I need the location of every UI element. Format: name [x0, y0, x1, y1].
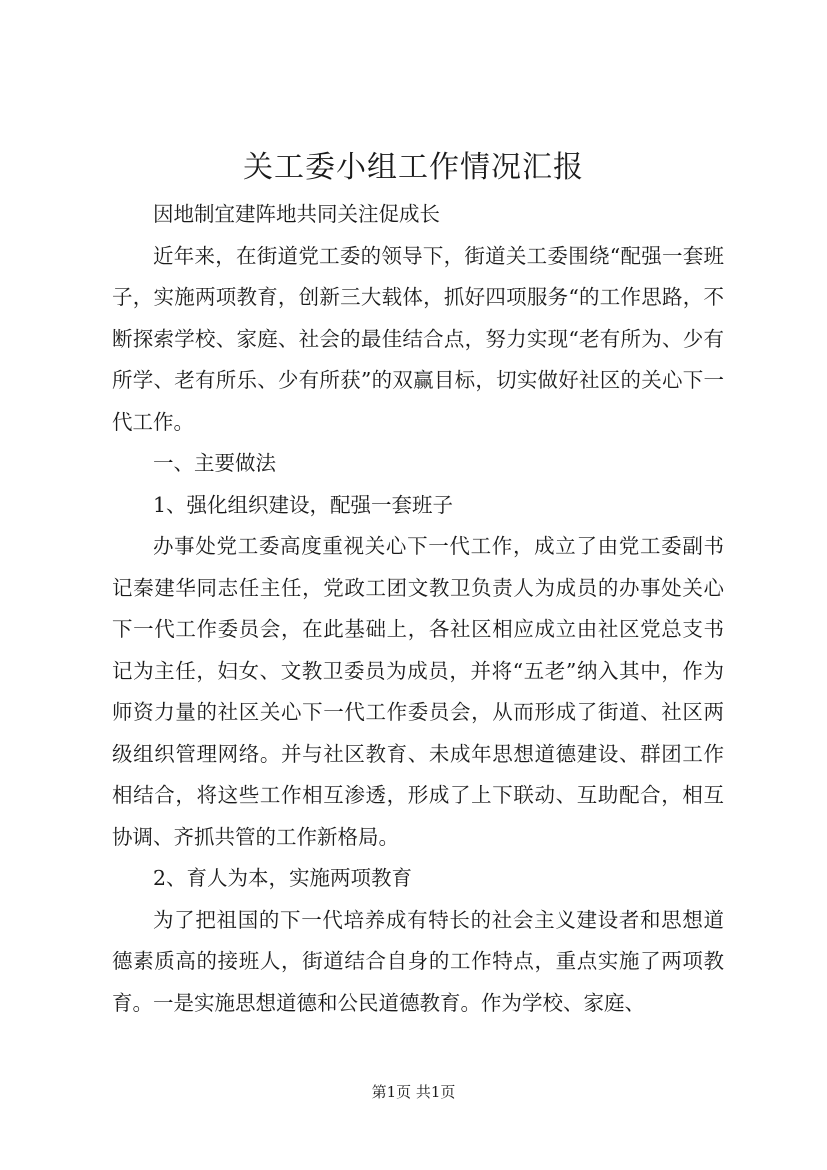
body-paragraph-2: 为了把祖国的下一代培养成有特长的社会主义建设者和思想道德素质高的接班人，街道结合自身的工作特点，重点实施了两项教育。一是实施思想道德和公民道德教育。作为学校、家庭、	[112, 907, 724, 1015]
subtitle-paragraph: 因地制宜建阵地共同关注促成长	[153, 202, 440, 226]
subsection-heading-2: 2、育人为本，实施两项教育	[153, 866, 413, 890]
document-body	[112, 194, 724, 1024]
body-paragraph-1: 办事处党工委高度重视关心下一代工作，成立了由党工委副书记秦建华同志任主任，党政工团文教卫负责人为成员的办事处关心下一代工作委员会，在此基础上，各社区相应成立由社区党总支书记为主任，妇女、文教卫委员为成员，并将“五老”纳入其中，作为师资力量的社区关心下一代工作委员会，从而形成了街道、社区两级组织管理网络。并与社区教育、未成年思想道德建设、群团工作相结合，将这些工作相互渗透，形成了上下联动、互助配合，相互协调、齐抓共管的工作新格局。	[112, 534, 724, 849]
section-heading: 一、主要做法	[153, 451, 276, 475]
document-title: 关工委小组工作情况汇报	[243, 150, 584, 185]
page-footer: 第1页 共1页	[371, 1083, 456, 1101]
subsection-heading-1: 1、强化组织建设，配强一套班子	[153, 492, 454, 517]
intro-paragraph: 近年来，在街道党工委的领导下，街道关工委围绕“配强一套班子，实施两项教育，创新三大载体，抓好四项服务“的工作思路，不断探索学校、家庭、社会的最佳结合点，努力实现“老有所为、少有所学、老有所乐、少有所获”的双赢目标，切实做好社区的关心下一代工作。	[112, 243, 724, 434]
